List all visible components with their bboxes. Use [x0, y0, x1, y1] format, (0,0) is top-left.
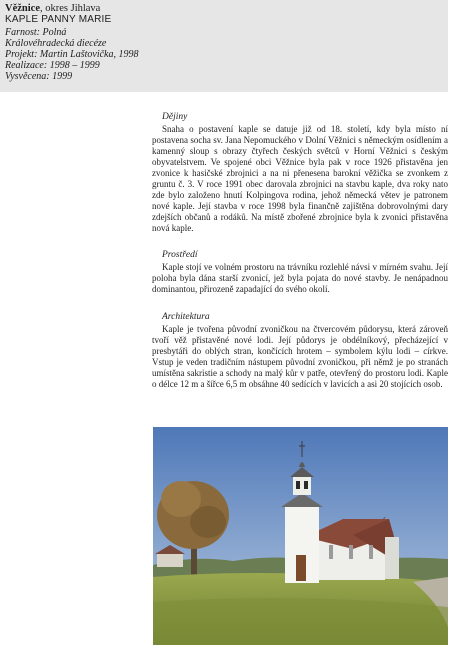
surroundings-text: Kaple stojí ve volném prostoru na trávníku rozlehlé návsi v mírném svahu. Její poloha byla dána starší zvonicí, jež byla pojata do nové stavby. Je nenápadnou dominantou, přirozeně zapadající do svého okolí.: [152, 262, 448, 294]
place-name: Věžnice: [5, 3, 40, 14]
chapel-photo: [153, 427, 448, 645]
parish: Farnost: Polná: [5, 27, 67, 38]
architecture-text: Kaple je tvořena původní zvoničkou na čtvercovém půdorysu, která zároveň tvoří věž přistavěné nové lodi. Její půdorys je obdélníkový, přecházející v presbytáři do oblých stran, končících hrotem – symbolem kýlu lodi – církve. Vstup je veden tradičním nástupem původní zvoničkou, při němž je po stranách umístěna sakristie a schody na malý kůr v patře, otevřený do prostoru lodi. Kaple o délce 12 m a šířce 6,5 m obsáhne 40 sedících v lavicích a asi 20 stojících osob.: [152, 324, 448, 389]
place-title: [5, 3, 100, 14]
house: [157, 553, 183, 567]
chapel-name: KAPLE PANNY MARIE: [5, 14, 112, 25]
diocese: Královéhradecká diecéze: [5, 38, 107, 49]
header-box: [0, 0, 448, 92]
history-heading: Dějiny: [162, 112, 188, 122]
surroundings-heading: Prostředí: [162, 250, 198, 260]
district: , okres Jihlava: [39, 3, 101, 14]
realization: Realizace: 1998 – 1999: [5, 60, 100, 71]
history-text: Snaha o postavení kaple se datuje již od 18. století, kdy byla místo ní postavena socha sv. Jana Nepomuckého v Dolní Věžnici s německým osídlením a kamenný sloup s obrazy čtyřech českých světců v Horní Věžnici s českým obyvatelstvem. Ve spojené obci Věžnice byla pak v roce 1926 přistavěna jen zvonice k hasičské zbrojnici a na ni přenesena barokní věžička se zvonkem z gruntu č. 3. V roce 1991 obec darovala zbrojnici na stavbu kaple, dva roky nato zde bylo založeno hnutí Kolpingova rodina, jehož německá větev je patronem nové kaple. Její stavba v roce 1998 byla finančně zajištěna dobrovolnými dary zdejších občanů a rodáků. Na místě zbořené zbrojnice byla k zvonici přistavěna nová kaple.: [152, 124, 448, 233]
architecture-heading: Architektura: [162, 312, 210, 322]
consecration: Vysvěcena: 1999: [5, 71, 73, 82]
project: Projekt: Martin Laštovička, 1998: [5, 49, 139, 60]
